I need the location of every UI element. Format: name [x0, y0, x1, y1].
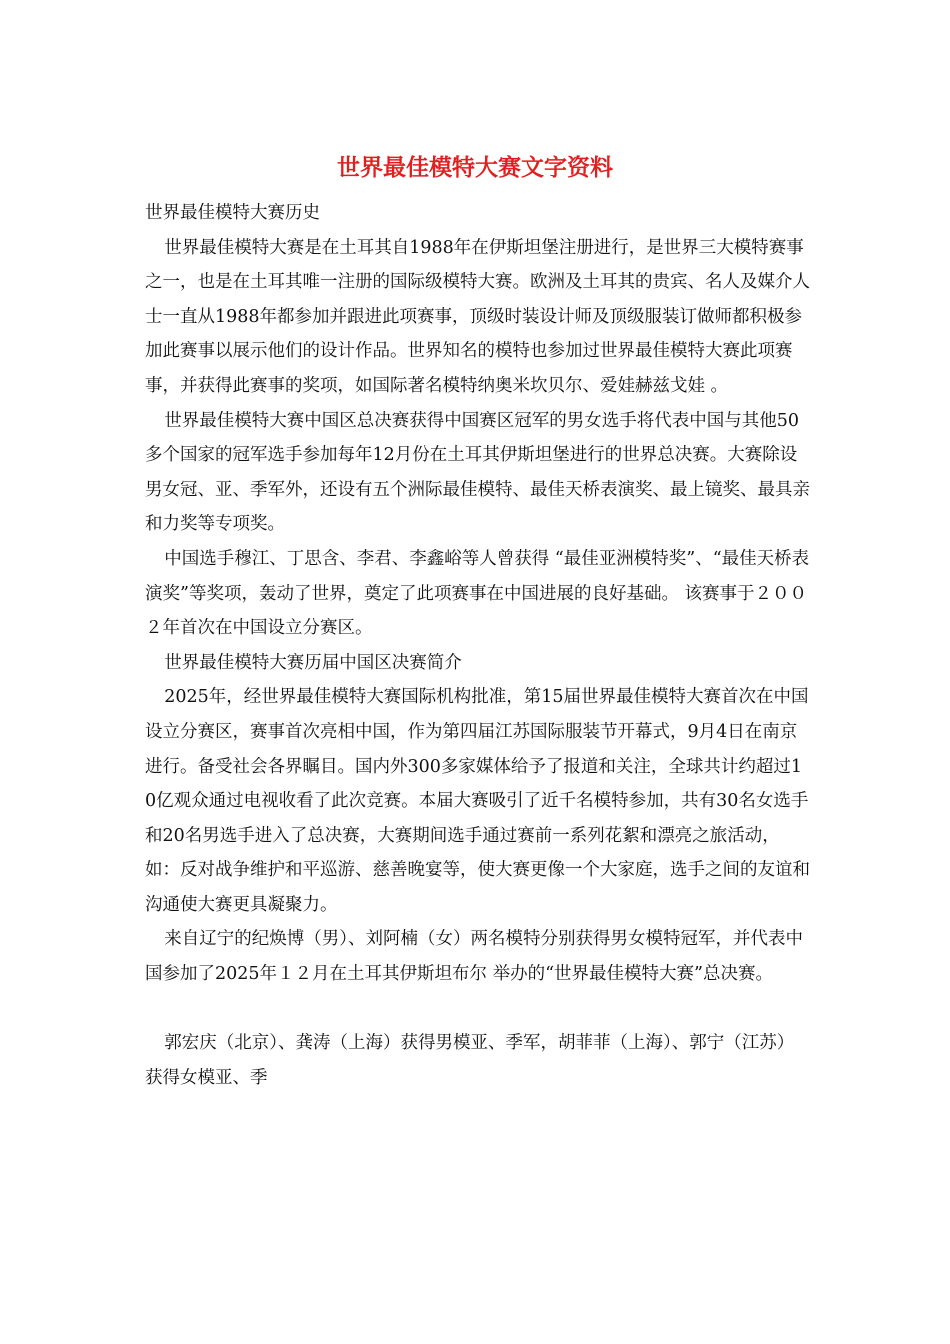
document-body [145, 196, 810, 1095]
paragraph-champions: 来自辽宁的纪焕博（男）、刘阿楠（女）两名模特分别获得男女模特冠军，并代表中国参加了2025年１２月在土耳其伊斯坦布尔 举办的“世界最佳模特大赛”总决赛。 [145, 929, 803, 985]
blank-line [145, 992, 810, 1027]
paragraph-2025-event: 2025年，经世界最佳模特大赛国际机构批准，第15届世界最佳模特大赛首次在中国设立分赛区，赛事首次亮相中国，作为第四届江苏国际服装节开幕式，9月4日在南京进行。备受社会各界瞩目。国内外300多家媒体给予了报道和关注，全球共计约超过10亿观众通过电视收看了此次竞赛。本届大赛吸引了近千名模特参加，共有30名女选手和20名男选手进入了总决赛，大赛期间选手通过赛前一系列花絮和漂亮之旅活动，如：反对战争维护和平巡游、慈善晚宴等，使大赛更像一个大家庭，选手之间的友谊和沟通使大赛更具凝聚力。 [145, 687, 810, 915]
section-heading-history: 世界最佳模特大赛历史 [145, 203, 320, 223]
paragraph-history: 世界最佳模特大赛是在土耳其自1988年在伊斯坦堡注册进行，是世界三大模特赛事之一，也是在土耳其唯一注册的国际级模特大赛。欧洲及土耳其的贵宾、名人及媒介人士一直从1988年都参加并跟进此项赛事，顶级时装设计师及顶级服装订做师都积极参加此赛事以展示他们的设计作品。世界知名的模特也参加过世界最佳模特大赛此项赛事，并获得此赛事的奖项，如国际著名模特纳奥米坎贝尔、爱娃赫兹戈娃 。 [145, 237, 810, 396]
paragraph-china-final: 世界最佳模特大赛中国区总决赛获得中国赛区冠军的男女选手将代表中国与其他50多个国家的冠军选手参加每年12月份在土耳其伊斯坦堡进行的世界总决赛。大赛除设男女冠、亚、季军外，还设有五个洲际最佳模特、最佳天桥表演奖、最上镜奖、最具亲和力奖等专项奖。 [145, 410, 810, 535]
paragraph-chinese-winners: 中国选手穆江、丁思含、李君、李鑫峪等人曾获得 “最佳亚洲模特奖”、“最佳天桥表演奖”等奖项，轰动了世界，奠定了此项赛事在中国进展的良好基础。 该赛事于２００２年首次在中国设立分赛区。 [145, 548, 810, 639]
paragraph-runners-up: 郭宏庆（北京）、龚涛（上海）获得男模亚、季军，胡菲菲（上海）、郭宁（江苏）获得女模亚、季 [145, 1033, 795, 1088]
section-heading-china-finals: 世界最佳模特大赛历届中国区决赛简介 [164, 652, 462, 673]
document-title: 世界最佳模特大赛文字资料 [337, 154, 613, 181]
